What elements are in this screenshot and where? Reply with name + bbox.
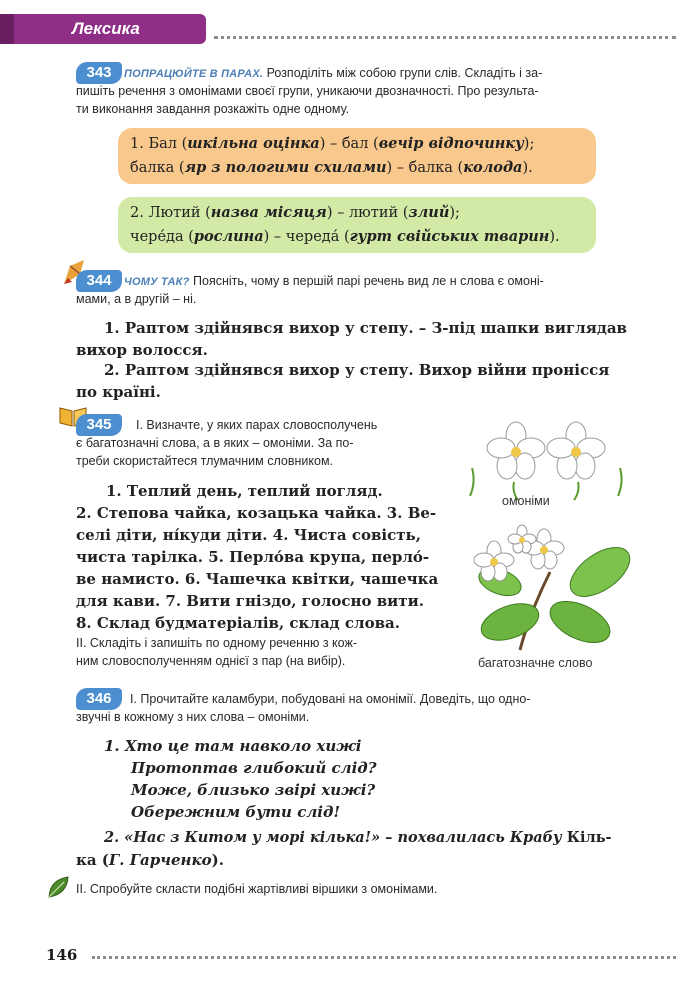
header-dotted-rule: [214, 36, 676, 39]
exercise-number-346: 346: [76, 688, 122, 710]
exercise-346-poem-line1: 1. Хто це там навколо хижі: [104, 737, 362, 755]
exercise-344-sentence1-line2: вихор волосся.: [76, 341, 208, 359]
page-number: 146: [46, 946, 78, 964]
exercise-345-item-line: 2. Степова чайка, козацька чайка. 3. Ве-: [76, 504, 437, 522]
exercise-344-sentence2-line2: по країні.: [76, 383, 161, 401]
exercise-number-343: 343: [76, 62, 122, 84]
exercise-343-lead: ПОПРАЦЮЙТЕ В ПАРАХ.: [124, 68, 264, 80]
exercise-343-group1-line1: 1. Бал (шкільна оцінка) – бал (вечір відпочинку);: [130, 135, 535, 152]
exercise-345-instruction-line2: є багатозначні слова, а в яких – омоніми. За по-: [76, 436, 354, 450]
exercise-346-poem-line4: Обережним бути слід!: [131, 803, 341, 821]
exercise-344-instruction-line2: мами, а в другій – ні.: [76, 292, 197, 306]
exercise-343-instruction-line3: ти виконання завдання розкажіть одне одному.: [76, 102, 350, 116]
exercise-346-part2: II. Спробуйте скласти подібні жартівливі віршики з омонімами.: [76, 882, 438, 896]
leaf-icon: [46, 874, 72, 900]
exercise-345-item-line: чиста тарілка. 5. Перло́ва крупа, перло́-: [76, 548, 430, 566]
exercise-345-item-line: 8. Склад будматеріалів, склад слова.: [76, 614, 400, 632]
exercise-344-instruction-line1: [124, 272, 544, 291]
exercise-343-group1-line2: балка (яр з пологими схилами) – балка (колода).: [130, 159, 533, 176]
section-header-accent: [0, 14, 14, 44]
exercise-345-instruction-line3: треби скористайтеся тлумачним словником.: [76, 454, 334, 468]
exercise-345-item-line: 1. Теплий день, теплий погляд.: [106, 482, 383, 500]
exercise-346-pun2-line1: 2. «Нас з Китом у морі кілька!» – похвалилась Крабу Кіль-: [104, 829, 612, 846]
exercise-343-text: Розподіліть між собою групи слів. Складіть і за-: [266, 66, 543, 80]
exercise-345-items: [76, 480, 438, 634]
exercise-344-text: Поясніть, чому в першій парі речень вид ле н слова є омоні-: [193, 274, 544, 288]
exercise-345-instruction-line1: I. Визначте, у яких парах словосполучень: [136, 418, 378, 432]
exercise-345-item-line: селі діти, ні́куди діти. 4. Чиста совість,: [76, 526, 421, 544]
exercise-344-lead: ЧОМУ ТАК?: [124, 276, 190, 288]
illustration-caption-homonyms: омоніми: [502, 494, 550, 508]
branch-with-flowers-illustration: [460, 512, 640, 652]
exercise-344-sentence1-line1: 1. Раптом здійнявся вихор у степу. – З-під шапки виглядав: [104, 319, 627, 337]
exercise-346-poem-line2: Протоптав глибокий слід?: [131, 759, 377, 777]
exercise-number-344: 344: [76, 270, 122, 292]
exercise-345-item-line: для кави. 7. Вити гніздо, голосно вити.: [76, 592, 424, 610]
section-title: Лексика: [72, 19, 140, 38]
footer-dotted-rule: [92, 956, 676, 959]
exercise-346-instruction-line2: звучні в кожному з них слова – омоніми.: [76, 710, 310, 724]
exercise-343-group2-line1: 2. Лютий (назва місяця) – лютий (злий);: [130, 204, 460, 221]
exercise-345-item-line: ве намисто. 6. Чашечка квітки, чашечка: [76, 570, 439, 588]
exercise-346-poem-line3: Може, близько звірі хижі?: [131, 781, 376, 799]
exercise-346-instruction-line1: I. Прочитайте каламбури, побудовані на омонімії. Доведіть, що одно-: [130, 692, 531, 706]
exercise-344-sentence2-line1: 2. Раптом здійнявся вихор у степу. Вихор війни пронісся: [104, 361, 610, 379]
exercise-345-part2-line2: ним словосполученням однієї з пар (на вибір).: [76, 654, 346, 668]
exercise-number-345: 345: [76, 414, 122, 436]
exercise-346-pun2-line2: ка (Г. Гарченко).: [76, 851, 224, 869]
illustration-caption-polysemous: багатозначне слово: [478, 656, 593, 670]
exercise-343-instruction-line1: [124, 64, 654, 83]
exercise-345-part2-line1: II. Складіть і запишіть по одному реченню з кож-: [76, 636, 357, 650]
exercise-343-group2-line2: чере́да (рослина) – череда́ (гурт свійських тварин).: [130, 228, 560, 245]
exercise-343-instruction-line2: пишіть речення з омонімами своєї групи, уникаючи двозначності. Про результа-: [76, 84, 539, 98]
